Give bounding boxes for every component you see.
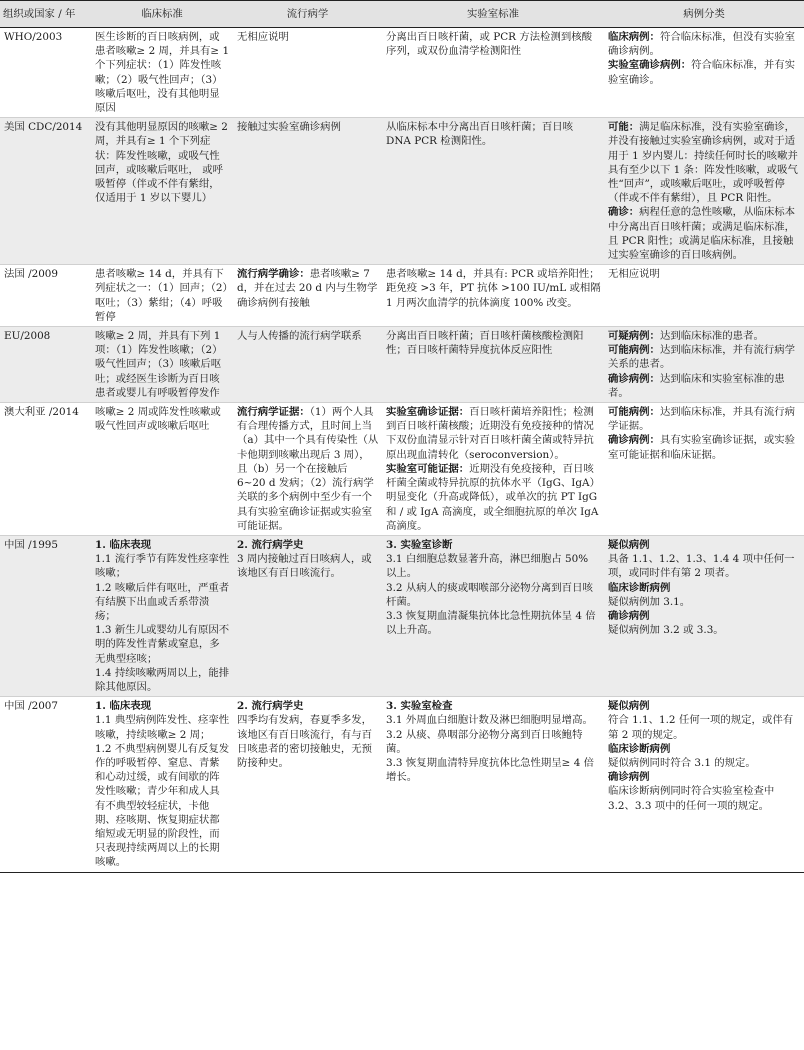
cell-paragraph [608,609,801,623]
criteria-text: 1.2 不典型病例婴儿有反复发作的呼吸暂停、窒息、青紫和心动过缓，或有间歇的阵发性咳嗽；青少年和成人具有不典型较轻症状，卡他期、痉咳期、恢复期症状都缩短或无明显的阶段性，而只表现持续两周以上的长期咳嗽。 [95,742,230,869]
criteria-text: 3.3 恢复期血清凝集抗体比急性期抗体呈 4 倍以上升高。 [386,609,596,637]
criteria-label: 1. 临床表现 [95,700,152,713]
cell-epidemiology [233,327,382,403]
criteria-text: 咳嗽≥ 2 周或阵发性咳嗽或吸气性回声或咳嗽后呕吐 [95,406,221,433]
criteria-text: 符合临床标准，并有实验室确诊。 [608,59,796,86]
table-row [0,28,804,118]
cell-classification [604,327,804,403]
cell-paragraph [608,699,801,713]
cell-paragraph [95,666,230,694]
table-body [0,28,804,873]
cell-epidemiology [233,403,382,536]
cell-paragraph [608,742,801,756]
criteria-text: 没有其他明显原因的咳嗽≥ 2 周，并具有≥ 1 个下列症状：阵发性咳嗽，或吸气性回声，或咳嗽后呕吐， 或呼吸暂停（伴或不伴有紫绀，仅适用于 1 岁以下婴儿） [95,121,228,205]
criteria-text: 达到临床和实验室标准的患者。 [608,372,785,399]
cell-paragraph [95,120,230,205]
cell-paragraph [608,120,801,205]
criteria-text: 满足临床标准，没有实验室确诊，并没有接触过实验室确诊病例，或对于适用于 1 岁内婴儿：持续任何时长的咳嗽并具有至少以下 1 条：阵发性咳嗽，或吸气性“回声”，或咳嗽后呕吐，或呼吸暂停（伴或不伴有紫绀），且 PCR 阳性。 [608,121,798,205]
criteria-text: 3.2 从痰、鼻咽部分泌物分离到百日咳鲍特菌。 [386,728,583,755]
criteria-text: 符合 1.1、1.2 任何一项的规定，或伴有第 2 项的规定。 [608,714,794,741]
criteria-text: 接触过实验室确诊病例 [237,121,341,134]
cell-org: 美国 CDC/2014 [0,118,91,265]
criteria-text: 3.2 从病人的痰或咽喉部分泌物分离到百日咳杆菌。 [386,581,593,608]
criteria-text: 无相应说明 [237,31,289,43]
cell-paragraph [95,713,230,741]
criteria-text: 分离出百日咳杆菌，或 PCR 方法检测到核酸序列，或双份血清学检测阳性 [386,31,593,58]
criteria-text: 1.3 新生儿或婴幼儿有原因不明的阵发性青紫或窒息，多无典型痉咳； [95,624,230,665]
cell-paragraph [608,343,801,371]
cell-paragraph [608,623,801,637]
criteria-text: 人与人传播的流行病学联系 [237,330,362,343]
criteria-text: 3.3 恢复期血清特异度抗体比急性期呈≥ 4 倍增长。 [386,756,594,784]
cell-paragraph [386,30,601,58]
cell-paragraph [608,756,801,770]
cell-paragraph [237,120,379,134]
criteria-label: 流行病学证据： [237,406,310,419]
criteria-label: 实验室确诊病例： [608,59,692,72]
cell-classification [604,535,804,696]
table-row [0,403,804,536]
criteria-text: 3.1 白细胞总数显著升高，淋巴细胞占 50% 以上。 [386,553,589,580]
header-org: 组织或国家 / 年 [0,1,91,28]
cell-paragraph [608,58,801,86]
cell-epidemiology [233,28,382,118]
cell-laboratory [382,118,604,265]
cell-classification [604,118,804,265]
criteria-text: 分离出百日咳杆菌；百日咳杆菌核酸检测阳性；百日咳杆菌特异度抗体反应阳性 [386,330,584,357]
cell-clinical [91,265,233,327]
cell-paragraph [95,623,230,666]
cell-paragraph [95,267,230,324]
criteria-text: 病程任意的急性咳嗽，从临床标本中分离出百日咳杆菌；或满足临床标准，且 PCR 阳性；或满足临床标准，且接触过实验室确诊的百日咳病例。 [608,206,796,262]
criteria-text: 3.1 外周血白细胞计数及淋巴细胞明显增高。 [386,714,593,727]
cell-paragraph [386,405,601,462]
criteria-label: 流行病学确诊： [237,268,310,281]
cell-paragraph [237,267,379,310]
criteria-text: 1.1 典型病例阵发性、痉挛性咳嗽，持续咳嗽≥ 2 周； [95,714,230,741]
cell-clinical [91,28,233,118]
cell-epidemiology [233,697,382,872]
header-row [0,1,804,28]
cell-paragraph [608,433,801,461]
cell-paragraph [386,538,601,552]
header-classification: 病例分类 [604,1,804,28]
cell-org: WHO/2003 [0,28,91,118]
criteria-label: 可能病例： [608,406,660,419]
cell-paragraph [386,462,601,533]
cell-paragraph [95,329,230,400]
criteria-text: （1）两个人具有合理传播方式，且时间上当（a）其中一个具有传染性（从卡他期到咳嗽出现后 3 周），且（b）另一个在接触后 6~20 d 发病；（2）流行病学关联的多个病例中至少有一个具有实验室确诊证据或实验室可能证据。 [237,406,379,532]
criteria-text: 患者咳嗽≥ 14 d，并具有下列症状之一：（1）回声；（2）呕吐；（3）紫绀；（4）呼吸暂停 [95,268,228,323]
criteria-text: 疑似病例加 3.2 或 3.3。 [608,624,724,637]
header-epidemiology: 流行病学 [233,1,382,28]
criteria-label: 临床诊断病例 [608,742,671,755]
criteria-text: 达到临床标准，并具有流行病学证据。 [608,406,796,433]
criteria-label: 疑似病例 [608,700,650,713]
criteria-text: 3 周内接触过百日咳病人，或该地区有百日咳流行。 [237,553,372,580]
cell-paragraph [386,728,601,756]
cell-paragraph [95,552,230,580]
cell-org: 中国 /1995 [0,535,91,696]
table-row [0,535,804,696]
cell-paragraph [608,372,801,400]
cell-paragraph [237,329,379,343]
table-row [0,265,804,327]
cell-paragraph [608,205,801,262]
cell-classification [604,697,804,872]
cell-clinical [91,697,233,872]
cell-paragraph [608,770,801,784]
criteria-text: 近期没有免疫接种，百日咳杆菌全菌或特异抗原的抗体水平（IgG、IgA）明显变化（升高或降低），或单次的抗 PT IgG 和 / 或 IgA 高滴度，或全细胞抗原的单次 IgA 高滴度。 [386,462,600,532]
cell-clinical [91,327,233,403]
criteria-text: 达到临床标准，并有流行病学关系的患者。 [608,344,796,371]
criteria-text: 疑似病例加 3.1。 [608,595,691,608]
criteria-label: 可能病例： [608,344,660,357]
cell-epidemiology [233,535,382,696]
cell-clinical [91,403,233,536]
criteria-label: 疑似病例 [608,538,650,551]
cell-paragraph [237,405,379,533]
cell-paragraph [237,713,379,770]
criteria-label: 确诊病例 [608,771,650,784]
criteria-label: 3. 实验室检查 [386,700,453,713]
cell-paragraph [608,30,801,58]
criteria-text: 患者咳嗽≥ 14 d，并具有: PCR 或培养阳性；距免疫 >3 年，PT 抗体 >100 IU/mL 或相隔 1 月两次血清学的抗体滴度 100% 改变。 [386,268,601,309]
criteria-text: 咳嗽≥ 2 周，并具有下列 1 项：（1）阵发性咳嗽；（2）吸气性回声；（3）咳嗽后呕吐；或经医生诊断为百日咳患者或婴儿有呼吸暂停发作 [95,330,223,399]
criteria-label: 临床诊断病例 [608,581,671,594]
criteria-text: 从临床标本中分离出百日咳杆菌；百日咳 DNA PCR 检测阳性。 [386,121,574,148]
cell-paragraph [608,405,801,433]
cell-paragraph [386,713,601,727]
criteria-text: 符合临床标准，但没有实验室确诊病例。 [608,31,796,58]
criteria-text: 达到临床标准的患者。 [659,330,764,343]
cell-paragraph [386,609,601,637]
cell-laboratory [382,327,604,403]
cell-paragraph [386,756,601,784]
cell-laboratory [382,265,604,327]
cell-laboratory [382,28,604,118]
criteria-text: 百日咳杆菌培养阳性；检测到百日咳杆菌核酸；近期没有免疫接种的情况下双份血清显示针对百日咳杆菌全菌或特异抗原出现血清转化（seroconversion）。 [386,406,594,461]
cell-paragraph [95,742,230,870]
criteria-label: 实验室可能证据： [386,462,470,475]
cell-clinical [91,535,233,696]
cell-classification [604,265,804,327]
criteria-label: 3. 实验室诊断 [386,538,453,551]
criteria-label: 可能： [608,121,640,134]
cell-paragraph [95,30,230,115]
cell-laboratory [382,535,604,696]
cell-paragraph [386,267,601,310]
criteria-text: 具有实验室确诊证据，或实验室可能证据和临床证据。 [608,434,796,461]
cell-paragraph [608,329,801,343]
cell-classification [604,403,804,536]
criteria-label: 实验室确诊证据： [386,406,470,419]
criteria-label: 2. 流行病学史 [237,538,304,551]
cell-org: 中国 /2007 [0,697,91,872]
criteria-label: 2. 流行病学史 [237,700,304,713]
criteria-label: 确诊病例： [608,372,660,385]
criteria-text: 无相应说明 [608,268,660,281]
criteria-text: 临床诊断病例同时符合实验室检查中 3.2、3.3 项中的任何一项的规定。 [608,785,775,812]
criteria-label: 临床病例： [608,31,660,43]
cell-paragraph [608,713,801,741]
criteria-text: 1.2 咳嗽后伴有呕吐，严重者有结膜下出血或舌系带溃疡； [95,581,230,622]
cell-org: 澳大利亚 /2014 [0,403,91,536]
criteria-text: 1.1 流行季节有阵发性痉挛性咳嗽； [95,553,230,580]
cell-laboratory [382,403,604,536]
cell-paragraph [608,538,801,552]
criteria-text: 疑似病例同时符合 3.1 的规定。 [608,756,756,769]
cell-paragraph [95,581,230,624]
cell-paragraph [608,784,801,812]
cell-classification [604,28,804,118]
cell-paragraph [95,538,230,552]
table-row [0,697,804,872]
criteria-label: 确诊： [608,206,640,219]
criteria-label: 可疑病例： [608,330,660,343]
cell-paragraph [608,581,801,595]
cell-org: EU/2008 [0,327,91,403]
criteria-text: 具备 1.1、1.2、1.3、1.4 4 项中任何一项，或同时伴有第 2 项者。 [608,553,795,580]
table-row [0,118,804,265]
table-row [0,327,804,403]
criteria-label: 确诊病例 [608,609,650,622]
cell-paragraph [386,581,601,609]
criteria-text: 医生诊断的百日咳病例，或患者咳嗽≥ 2 周，并具有≥ 1 个下列症状：（1）阵发性咳嗽；（2）吸气性回声；（3）咳嗽后呕吐，没有其他明显原因 [95,31,230,115]
cell-paragraph [386,699,601,713]
header-clinical: 临床标准 [91,1,233,28]
cell-paragraph [237,538,379,552]
cell-paragraph [608,595,801,609]
criteria-label: 确诊病例： [608,434,660,447]
cell-paragraph [237,30,379,44]
criteria-text: 四季均有发病，春夏季多发，该地区有百日咳流行，有与百日咳患者的密切接触史，无预防接种史。 [237,714,373,769]
cell-paragraph [237,552,379,580]
criteria-text: 1.4 持续咳嗽两周以上，能排除其他原因。 [95,666,230,693]
cell-epidemiology [233,265,382,327]
cell-clinical [91,118,233,265]
cell-laboratory [382,697,604,872]
cell-epidemiology [233,118,382,265]
cell-paragraph [608,267,801,281]
cell-paragraph [608,552,801,580]
cell-paragraph [95,699,230,713]
criteria-label: 1. 临床表现 [95,538,152,551]
cell-paragraph [386,552,601,580]
cell-paragraph [95,405,230,433]
criteria-text: 患者咳嗽≥ 7 d，并在过去 20 d 内与生物学确诊病例有接触 [237,268,378,309]
cell-paragraph [237,699,379,713]
header-laboratory: 实验室标准 [382,1,604,28]
cell-org: 法国 /2009 [0,265,91,327]
cell-paragraph [386,120,601,148]
cell-paragraph [386,329,601,357]
